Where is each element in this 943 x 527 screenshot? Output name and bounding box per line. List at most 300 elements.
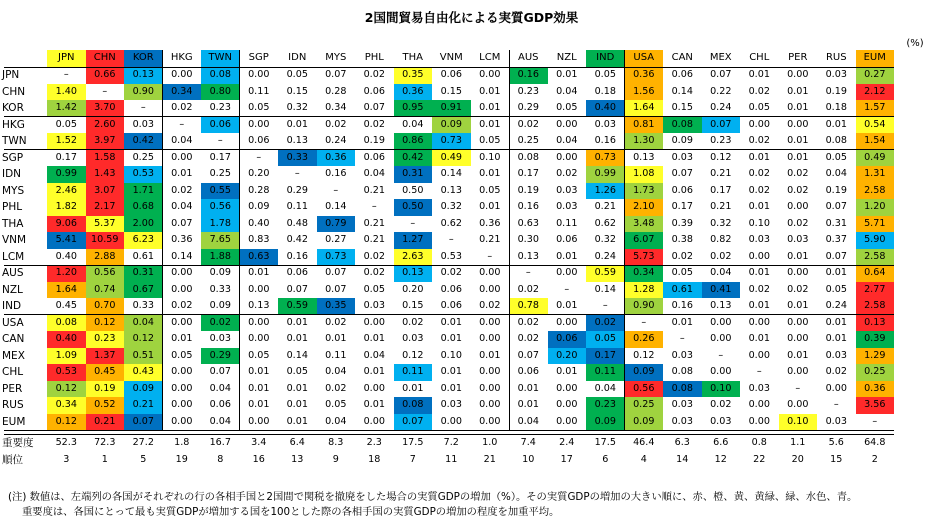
value-cell: 0.05 bbox=[825, 151, 847, 163]
summary-cell: 14 bbox=[676, 453, 689, 465]
value-cell: 0.05 bbox=[594, 69, 616, 80]
value-cell: 0.00 bbox=[825, 382, 847, 394]
value-cell: 0.02 bbox=[171, 184, 193, 196]
value-cell: 0.17 bbox=[710, 184, 732, 196]
value-cell: 0.36 bbox=[856, 381, 895, 398]
value-cell: 1.26 bbox=[586, 183, 625, 200]
summary-label-0: 重要度 bbox=[2, 437, 34, 449]
value-cell: 0.79 bbox=[317, 216, 356, 233]
value-cell: 0.10 bbox=[748, 217, 770, 229]
value-cell: – bbox=[679, 333, 685, 344]
value-cell: 0.00 bbox=[248, 118, 270, 130]
column-header-tha: THA bbox=[402, 52, 423, 63]
column-header-usa: USA bbox=[625, 50, 664, 67]
value-cell: 0.01 bbox=[479, 118, 501, 130]
column-header-ind: IND bbox=[586, 50, 625, 67]
value-cell: 0.06 bbox=[286, 267, 308, 278]
value-cell: 0.00 bbox=[748, 250, 770, 262]
value-cell: 0.81 bbox=[625, 117, 664, 134]
value-cell: 0.67 bbox=[124, 282, 163, 299]
value-cell: 0.07 bbox=[671, 168, 693, 179]
value-cell: 0.02 bbox=[710, 250, 732, 262]
value-cell: 0.16 bbox=[509, 67, 548, 84]
value-cell: 2.00 bbox=[124, 216, 163, 233]
value-cell: 1.64 bbox=[625, 100, 664, 117]
value-cell: 0.12 bbox=[402, 349, 424, 361]
value-cell: 0.08 bbox=[663, 117, 702, 134]
value-cell: 0.07 bbox=[209, 366, 231, 377]
value-cell: 0.02 bbox=[748, 135, 770, 146]
value-cell: – bbox=[833, 399, 839, 410]
value-cell: 0.34 bbox=[625, 265, 664, 282]
value-cell: 0.20 bbox=[402, 283, 424, 295]
column-separator bbox=[162, 50, 163, 430]
value-cell: 1.88 bbox=[201, 249, 240, 266]
value-cell: 0.20 bbox=[548, 348, 587, 365]
value-cell: 0.31 bbox=[124, 265, 163, 282]
value-cell: 0.03 bbox=[671, 415, 693, 427]
value-cell: 0.95 bbox=[394, 100, 433, 117]
summary-cell: 27.2 bbox=[132, 437, 154, 448]
value-cell: 0.39 bbox=[671, 217, 693, 229]
value-cell: 0.30 bbox=[517, 234, 539, 245]
value-cell: 0.01 bbox=[248, 267, 270, 278]
value-cell: 0.12 bbox=[710, 151, 732, 163]
column-header-lcm: LCM bbox=[479, 52, 501, 63]
column-header-per: PER bbox=[788, 52, 808, 63]
group-separator bbox=[4, 149, 894, 150]
summary-cell: 6.3 bbox=[674, 437, 690, 448]
value-cell: 0.01 bbox=[286, 333, 308, 344]
value-cell: 0.00 bbox=[787, 399, 809, 410]
value-cell: 0.33 bbox=[132, 300, 154, 311]
value-cell: 0.01 bbox=[787, 135, 809, 146]
value-cell: 0.24 bbox=[594, 250, 616, 262]
value-cell: 0.02 bbox=[671, 250, 693, 262]
value-cell: 0.00 bbox=[710, 333, 732, 344]
value-cell: 0.00 bbox=[479, 69, 501, 80]
column-header-mex: MEX bbox=[709, 52, 732, 63]
value-cell: – bbox=[641, 316, 647, 328]
value-cell: 0.63 bbox=[517, 217, 539, 229]
value-cell: 0.00 bbox=[556, 267, 578, 278]
row-label-mys: MYS bbox=[2, 184, 25, 197]
value-cell: 0.56 bbox=[201, 199, 240, 216]
value-cell: 0.06 bbox=[548, 331, 587, 348]
value-cell: 3.56 bbox=[856, 397, 895, 414]
value-cell: 0.00 bbox=[748, 118, 770, 130]
value-cell: 2.88 bbox=[86, 249, 125, 266]
value-cell: 0.00 bbox=[171, 69, 193, 80]
value-cell: 0.45 bbox=[86, 364, 125, 381]
value-cell: 0.01 bbox=[248, 382, 270, 394]
value-cell: 1.82 bbox=[47, 199, 86, 216]
value-cell: 0.49 bbox=[856, 150, 895, 167]
value-cell: 0.04 bbox=[171, 135, 193, 146]
value-cell: 0.04 bbox=[363, 349, 385, 361]
value-cell: 0.01 bbox=[787, 102, 809, 113]
value-cell: 0.56 bbox=[86, 265, 125, 282]
value-cell: 0.05 bbox=[825, 283, 847, 295]
column-separator bbox=[624, 50, 625, 430]
value-cell: 0.73 bbox=[586, 150, 625, 167]
value-cell: 0.51 bbox=[124, 348, 163, 365]
value-cell: 0.13 bbox=[856, 315, 895, 332]
value-cell: 2.58 bbox=[856, 298, 895, 315]
value-cell: 0.34 bbox=[47, 397, 86, 414]
value-cell: 0.07 bbox=[394, 414, 433, 431]
value-cell: 0.01 bbox=[286, 382, 308, 394]
value-cell: 0.00 bbox=[710, 316, 732, 328]
row-label-aus: AUS bbox=[2, 267, 24, 279]
value-cell: 0.01 bbox=[248, 399, 270, 410]
value-cell: 7.65 bbox=[201, 232, 240, 249]
row-label-chl: CHL bbox=[2, 366, 24, 378]
value-cell: 0.02 bbox=[479, 300, 501, 311]
value-cell: 0.16 bbox=[517, 201, 539, 212]
value-cell: 0.24 bbox=[710, 102, 732, 113]
value-cell: 0.22 bbox=[710, 85, 732, 97]
summary-cell: 17.5 bbox=[402, 437, 424, 448]
value-cell: 0.00 bbox=[248, 283, 270, 295]
value-cell: 0.00 bbox=[787, 267, 809, 278]
value-cell: 2.63 bbox=[394, 249, 433, 266]
value-cell: 3.97 bbox=[86, 133, 125, 150]
value-cell: 2.58 bbox=[856, 249, 895, 266]
value-cell: 0.12 bbox=[633, 349, 655, 361]
value-cell: 0.59 bbox=[278, 298, 317, 315]
column-header-can: CAN bbox=[671, 52, 693, 63]
value-cell: 2.10 bbox=[625, 199, 664, 216]
value-cell: 0.16 bbox=[594, 135, 616, 146]
value-cell: 1.20 bbox=[47, 265, 86, 282]
value-cell: 0.86 bbox=[394, 133, 433, 150]
value-cell: 0.12 bbox=[86, 315, 125, 332]
summary-cell: 7.4 bbox=[520, 437, 536, 448]
summary-cell: 17 bbox=[560, 453, 573, 465]
value-cell: 0.40 bbox=[248, 217, 270, 229]
value-cell: 0.02 bbox=[325, 382, 347, 394]
summary-cell: 2 bbox=[871, 453, 878, 465]
value-cell: 0.04 bbox=[594, 382, 616, 394]
value-cell: 0.04 bbox=[209, 382, 231, 394]
value-cell: 0.28 bbox=[325, 85, 347, 97]
value-cell: 0.04 bbox=[209, 415, 231, 427]
value-cell: 0.13 bbox=[440, 184, 462, 196]
value-cell: 0.38 bbox=[671, 234, 693, 245]
summary-separator bbox=[4, 434, 894, 435]
value-cell: 0.40 bbox=[47, 331, 86, 348]
value-cell: 0.01 bbox=[363, 366, 385, 377]
value-cell: 0.29 bbox=[517, 102, 539, 113]
value-cell: 0.06 bbox=[440, 69, 462, 80]
value-cell: 0.01 bbox=[286, 415, 308, 427]
value-cell: 0.09 bbox=[432, 117, 471, 134]
column-header-kor: KOR bbox=[124, 50, 163, 67]
summary-label-1: 順位 bbox=[2, 453, 23, 466]
value-cell: 0.02 bbox=[586, 315, 625, 332]
value-cell: 0.08 bbox=[394, 397, 433, 414]
value-cell: 0.05 bbox=[286, 69, 308, 80]
value-cell: 0.43 bbox=[124, 364, 163, 381]
group-separator bbox=[4, 430, 894, 431]
value-cell: 0.16 bbox=[286, 250, 308, 262]
value-cell: 0.06 bbox=[556, 234, 578, 245]
value-cell: 0.02 bbox=[748, 168, 770, 179]
summary-cell: 0.8 bbox=[751, 437, 767, 448]
value-cell: 0.53 bbox=[440, 250, 462, 262]
summary-cell: 12 bbox=[714, 453, 727, 465]
value-cell: 0.25 bbox=[625, 397, 664, 414]
row-label-kor: KOR bbox=[2, 102, 24, 114]
value-cell: 0.10 bbox=[779, 414, 818, 431]
footnote-line-2: 重要度は、各国にとって最も実質GDPが増加する国を100とした際の各相手国の実質GDPの増加の程度を加重平均。 bbox=[22, 506, 560, 518]
summary-cell: 18 bbox=[368, 453, 381, 465]
value-cell: 1.56 bbox=[625, 84, 664, 101]
row-label-vnm: VNM bbox=[2, 234, 27, 246]
value-cell: 0.04 bbox=[402, 118, 424, 130]
value-cell: 0.05 bbox=[248, 349, 270, 361]
value-cell: 1.08 bbox=[625, 166, 664, 183]
row-label-ind: IND bbox=[2, 300, 22, 312]
value-cell: 0.01 bbox=[556, 366, 578, 377]
column-separator bbox=[509, 50, 510, 430]
value-cell: 3.07 bbox=[86, 183, 125, 200]
value-cell: 0.01 bbox=[517, 382, 539, 394]
value-cell: 0.27 bbox=[856, 67, 895, 84]
value-cell: – bbox=[333, 184, 339, 196]
value-cell: 0.00 bbox=[171, 415, 193, 427]
value-cell: 0.06 bbox=[440, 300, 462, 311]
value-cell: 0.48 bbox=[286, 217, 308, 229]
summary-cell: 3 bbox=[63, 453, 70, 465]
value-cell: 0.07 bbox=[286, 283, 308, 295]
value-cell: 0.26 bbox=[625, 331, 664, 348]
value-cell: 0.03 bbox=[748, 234, 770, 245]
value-cell: 0.04 bbox=[556, 135, 578, 146]
value-cell: – bbox=[756, 366, 762, 377]
value-cell: 0.01 bbox=[286, 399, 308, 410]
value-cell: 0.13 bbox=[248, 300, 270, 311]
value-cell: 0.06 bbox=[201, 117, 240, 134]
value-cell: 0.03 bbox=[402, 333, 424, 344]
summary-cell: 10 bbox=[522, 453, 535, 465]
summary-cell: 9 bbox=[332, 453, 339, 465]
value-cell: 0.00 bbox=[171, 267, 193, 278]
value-cell: 0.01 bbox=[440, 316, 462, 328]
value-cell: 0.03 bbox=[748, 382, 770, 394]
value-cell: 0.14 bbox=[671, 85, 693, 97]
value-cell: 0.00 bbox=[363, 382, 385, 394]
value-cell: 2.17 bbox=[86, 199, 125, 216]
summary-cell: 4 bbox=[640, 453, 647, 465]
value-cell: 0.00 bbox=[363, 316, 385, 328]
summary-cell: 17.5 bbox=[594, 437, 616, 448]
value-cell: 0.03 bbox=[671, 399, 693, 410]
value-cell: 0.08 bbox=[517, 151, 539, 163]
value-cell: 0.13 bbox=[124, 67, 163, 84]
value-cell: 0.02 bbox=[825, 366, 847, 377]
value-cell: – bbox=[564, 283, 570, 295]
value-cell: 3.70 bbox=[86, 100, 125, 117]
column-header-aus: AUS bbox=[517, 52, 539, 63]
value-cell: 0.01 bbox=[825, 333, 847, 344]
value-cell: 0.20 bbox=[248, 168, 270, 179]
summary-cell: 19 bbox=[175, 453, 188, 465]
value-cell: 0.49 bbox=[432, 150, 471, 167]
value-cell: 0.09 bbox=[209, 267, 231, 278]
value-cell: 0.02 bbox=[363, 267, 385, 278]
value-cell: 5.71 bbox=[856, 216, 895, 233]
value-cell: 0.66 bbox=[86, 67, 125, 84]
value-cell: 0.05 bbox=[586, 331, 625, 348]
value-cell: 0.02 bbox=[201, 315, 240, 332]
value-cell: 0.02 bbox=[787, 217, 809, 229]
value-cell: 0.33 bbox=[278, 150, 317, 167]
value-cell: 0.02 bbox=[787, 168, 809, 179]
value-cell: 0.10 bbox=[440, 349, 462, 361]
value-cell: 0.00 bbox=[556, 151, 578, 163]
value-cell: 0.02 bbox=[517, 316, 539, 328]
value-cell: 0.00 bbox=[171, 283, 193, 295]
row-label-rus: RUS bbox=[2, 399, 24, 411]
value-cell: 0.00 bbox=[171, 151, 193, 163]
value-cell: 0.00 bbox=[248, 333, 270, 344]
value-cell: 0.02 bbox=[556, 168, 578, 179]
value-cell: 0.21 bbox=[710, 168, 732, 179]
value-cell: 0.05 bbox=[556, 102, 578, 113]
value-cell: 5.90 bbox=[856, 232, 895, 249]
value-cell: 0.00 bbox=[440, 415, 462, 427]
value-cell: 0.68 bbox=[124, 199, 163, 216]
value-cell: 0.01 bbox=[787, 349, 809, 361]
value-cell: 1.28 bbox=[625, 282, 664, 299]
value-cell: 0.06 bbox=[517, 366, 539, 377]
value-cell: 0.64 bbox=[856, 265, 895, 282]
value-cell: 0.02 bbox=[325, 316, 347, 328]
value-cell: 0.23 bbox=[86, 331, 125, 348]
value-cell: 0.17 bbox=[586, 348, 625, 365]
row-label-lcm: LCM bbox=[2, 250, 25, 263]
value-cell: 0.09 bbox=[586, 414, 625, 431]
value-cell: 0.36 bbox=[171, 234, 193, 245]
value-cell: 1.40 bbox=[47, 84, 86, 101]
value-cell: 1.43 bbox=[86, 166, 125, 183]
value-cell: 0.16 bbox=[671, 300, 693, 311]
value-cell: 0.07 bbox=[710, 69, 732, 80]
value-cell: 0.61 bbox=[663, 282, 702, 299]
value-cell: 0.13 bbox=[286, 135, 308, 146]
value-cell: 0.34 bbox=[325, 102, 347, 113]
value-cell: 0.15 bbox=[440, 85, 462, 97]
value-cell: 0.17 bbox=[209, 151, 231, 163]
value-cell: 0.04 bbox=[517, 415, 539, 427]
column-header-eum: EUM bbox=[856, 50, 895, 67]
value-cell: 0.01 bbox=[748, 69, 770, 80]
value-cell: – bbox=[371, 201, 377, 212]
value-cell: 0.05 bbox=[671, 267, 693, 278]
value-cell: 0.21 bbox=[86, 414, 125, 431]
value-cell: 0.78 bbox=[509, 298, 548, 315]
value-cell: 0.23 bbox=[517, 85, 539, 97]
value-cell: 0.00 bbox=[556, 382, 578, 394]
value-cell: 1.57 bbox=[856, 100, 895, 117]
column-header-sgp: SGP bbox=[248, 52, 269, 63]
value-cell: – bbox=[872, 415, 878, 427]
column-header-rus: RUS bbox=[825, 52, 847, 63]
value-cell: 2.46 bbox=[47, 183, 86, 200]
value-cell: 0.00 bbox=[556, 118, 578, 130]
chart-title: 2国間貿易自由化による実質GDP効果 bbox=[364, 10, 579, 25]
value-cell: 0.02 bbox=[517, 118, 539, 130]
value-cell: 0.23 bbox=[586, 397, 625, 414]
value-cell: 0.03 bbox=[787, 234, 809, 245]
column-header-chl: CHL bbox=[749, 52, 770, 63]
summary-cell: 6.4 bbox=[289, 437, 305, 448]
value-cell: 1.54 bbox=[856, 133, 895, 150]
column-header-hkg: HKG bbox=[170, 52, 193, 63]
value-cell: – bbox=[448, 234, 454, 245]
value-cell: 0.05 bbox=[286, 366, 308, 377]
value-cell: 0.54 bbox=[856, 117, 895, 134]
value-cell: – bbox=[487, 250, 493, 262]
value-cell: 0.21 bbox=[710, 201, 732, 212]
value-cell: 0.01 bbox=[825, 267, 847, 278]
value-cell: 0.21 bbox=[363, 184, 385, 196]
value-cell: 0.00 bbox=[556, 316, 578, 328]
value-cell: 0.03 bbox=[671, 349, 693, 361]
column-header-nzl: NZL bbox=[556, 52, 577, 63]
value-cell: 0.04 bbox=[325, 366, 347, 377]
value-cell: 0.73 bbox=[317, 249, 356, 266]
value-cell: 0.00 bbox=[248, 316, 270, 328]
value-cell: 0.02 bbox=[363, 118, 385, 130]
value-cell: 0.03 bbox=[209, 333, 231, 344]
value-cell: 0.01 bbox=[440, 366, 462, 377]
value-cell: 0.01 bbox=[556, 250, 578, 262]
value-cell: 0.25 bbox=[517, 135, 539, 146]
value-cell: 0.40 bbox=[586, 100, 625, 117]
row-label-usa: USA bbox=[2, 316, 24, 329]
value-cell: – bbox=[63, 69, 69, 80]
value-cell: 0.11 bbox=[586, 364, 625, 381]
value-cell: 0.17 bbox=[517, 168, 539, 179]
summary-cell: 3.4 bbox=[251, 437, 267, 448]
value-cell: 0.06 bbox=[363, 151, 385, 163]
value-cell: 0.01 bbox=[325, 333, 347, 344]
value-cell: 0.35 bbox=[317, 298, 356, 315]
row-label-can: CAN bbox=[2, 333, 25, 345]
value-cell: 0.02 bbox=[402, 316, 424, 328]
value-cell: 0.02 bbox=[748, 184, 770, 196]
value-cell: 0.11 bbox=[556, 217, 578, 229]
value-cell: 1.73 bbox=[625, 183, 664, 200]
row-label-idn: IDN bbox=[2, 168, 22, 180]
value-cell: 0.05 bbox=[325, 399, 347, 410]
value-cell: 0.19 bbox=[825, 184, 847, 196]
row-label-twn: TWN bbox=[2, 135, 27, 147]
value-cell: 0.37 bbox=[825, 234, 847, 245]
row-label-eum: EUM bbox=[2, 415, 26, 428]
value-cell: 0.03 bbox=[825, 349, 847, 361]
value-cell: 0.00 bbox=[710, 366, 732, 377]
value-cell: 0.31 bbox=[825, 217, 847, 229]
value-cell: 0.01 bbox=[479, 102, 501, 113]
value-cell: 3.48 bbox=[625, 216, 664, 233]
row-label-mex: MEX bbox=[2, 349, 25, 362]
value-cell: 0.16 bbox=[325, 168, 347, 179]
value-cell: 0.01 bbox=[286, 316, 308, 328]
